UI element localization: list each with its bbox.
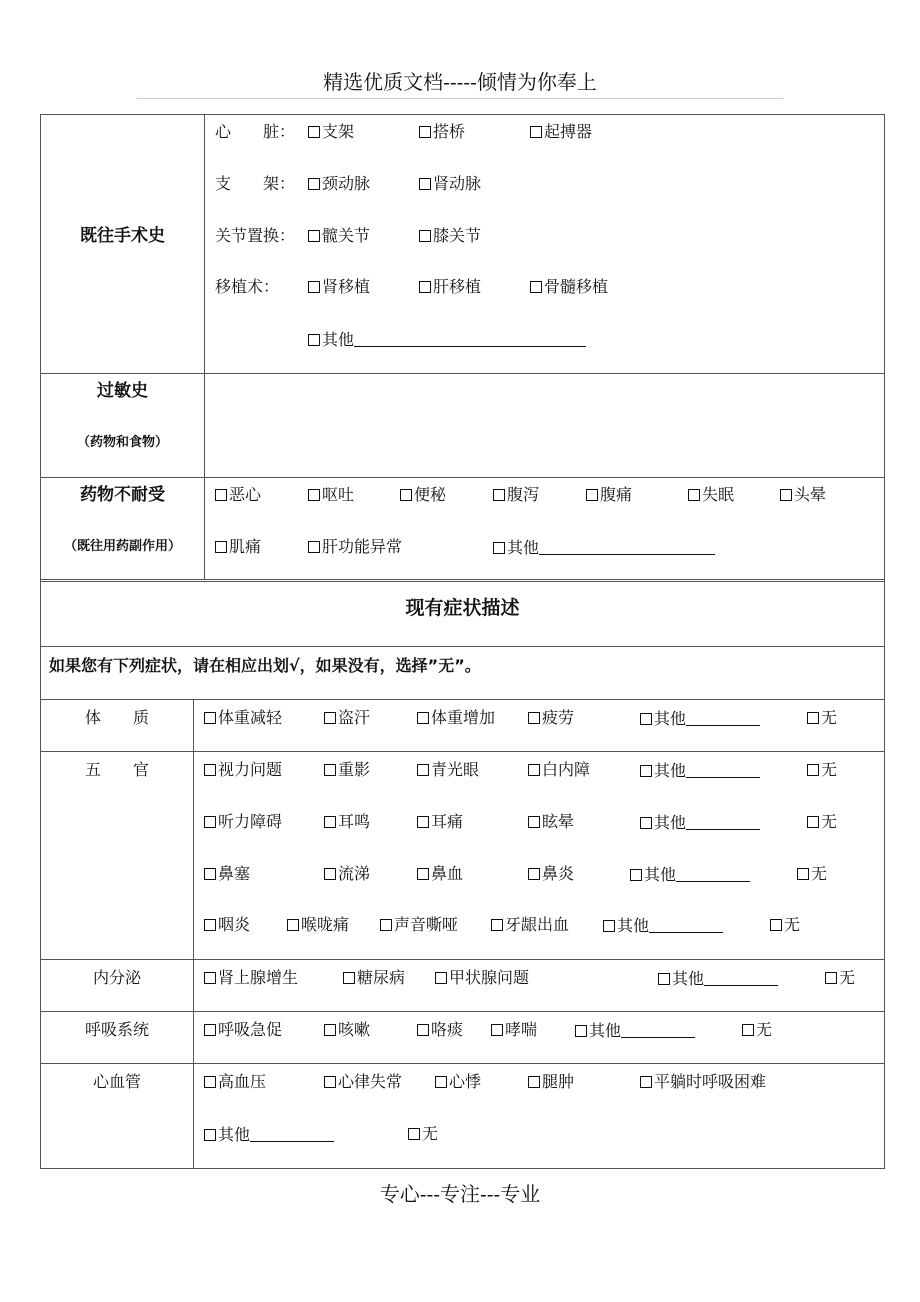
checkbox[interactable] [417,712,429,724]
option-marrow-transplant[interactable] [530,279,608,295]
option-cardio-none[interactable] [408,1126,438,1142]
header-rule [137,98,783,99]
other-fill-line[interactable] [704,970,778,986]
checkbox[interactable] [324,712,336,724]
checkbox[interactable] [308,489,320,501]
option-label: 颈动脉 [322,174,371,193]
checkbox[interactable] [400,489,412,501]
checkbox[interactable] [204,1076,216,1088]
intolerance-label: 药物不耐受 [80,485,165,505]
row-divider [40,373,885,374]
option-label: 甲状腺问题 [449,968,530,987]
option-eye-none[interactable] [807,762,837,778]
option-label: 其他 [589,1021,622,1040]
option-constitution-none[interactable] [807,710,837,726]
option-label: 鼻塞 [218,864,251,883]
checkbox[interactable] [528,1076,540,1088]
other-fill-line[interactable] [649,917,723,933]
option-nose-none[interactable] [797,866,827,882]
checkbox[interactable] [308,334,320,346]
checkbox[interactable] [528,764,540,776]
option-label: 呼吸急促 [218,1020,283,1039]
option-endocrine-other[interactable] [658,970,778,987]
option-rhinitis[interactable] [528,866,574,882]
checkbox[interactable] [530,281,542,293]
checkbox[interactable] [770,919,782,931]
option-cardio-other[interactable] [204,1126,334,1143]
option-palpitation[interactable] [435,1074,481,1090]
option-label: 髋关节 [322,226,371,245]
checkbox[interactable] [343,972,355,984]
option-cough[interactable] [324,1022,370,1038]
row-divider [40,646,885,647]
checkbox[interactable] [658,973,670,985]
checkbox[interactable] [807,816,819,828]
option-insomnia[interactable] [688,487,734,503]
checkbox[interactable] [630,869,642,881]
checkbox[interactable] [215,541,227,553]
stent-label: 支 架： [215,174,296,193]
option-label: 其他 [654,813,687,832]
column-divider [204,114,205,580]
column-divider [193,699,194,1169]
row-divider [40,477,885,478]
intolerance-sublabel: （既往用药副作用） [63,539,181,554]
page-footer: 专心---专注---专业 [379,1182,541,1206]
option-weight-gain[interactable] [417,710,495,726]
option-constipation[interactable] [400,487,446,503]
option-label: 高血压 [218,1072,267,1091]
checkbox[interactable] [528,816,540,828]
checkbox[interactable] [435,1076,447,1088]
option-surgery-other[interactable] [308,331,586,348]
row-divider [40,959,885,960]
option-sore-throat[interactable] [287,917,349,933]
option-label: 听力障碍 [218,812,283,831]
option-nasal-congestion[interactable] [204,866,250,882]
option-diarrhea[interactable] [493,487,539,503]
option-label: 膝关节 [433,226,482,245]
option-diabetes[interactable] [343,970,405,986]
checkbox[interactable] [204,764,216,776]
option-constitution-other[interactable] [640,710,760,727]
option-sputum[interactable] [417,1022,463,1038]
checkbox[interactable] [603,920,615,932]
checkbox[interactable] [640,1076,652,1088]
checkbox[interactable] [640,713,652,725]
option-vomit[interactable] [308,487,354,503]
respiratory-label: 呼吸系统 [84,1020,149,1039]
page-header: 精选优质文档-----倾情为你奉上 [323,70,597,94]
checkbox[interactable] [435,972,447,984]
row-divider [40,1011,885,1012]
checkbox[interactable] [215,489,227,501]
option-throat-other[interactable] [603,917,723,934]
option-label: 无 [839,968,856,987]
other-fill-line[interactable] [676,866,750,882]
checkbox[interactable] [204,919,216,931]
option-label: 起搏器 [544,122,593,141]
checkbox[interactable] [204,1129,216,1141]
option-label: 其他 [507,538,540,557]
option-respiratory-other[interactable] [575,1022,695,1039]
option-pacemaker[interactable] [530,124,592,140]
checkbox[interactable] [780,489,792,501]
option-gum-bleeding[interactable] [491,917,569,933]
checkbox[interactable] [308,281,320,293]
option-label: 咽炎 [218,915,251,934]
option-label: 咯痰 [431,1020,464,1039]
option-label: 疲劳 [542,708,575,727]
option-label: 无 [821,708,838,727]
cardio-label: 心血管 [92,1072,141,1091]
option-nose-other[interactable] [630,866,750,883]
option-glaucoma[interactable] [417,762,479,778]
option-label: 糖尿病 [357,968,406,987]
checkbox[interactable] [204,868,216,880]
row-divider [40,699,885,700]
checkbox[interactable] [324,816,336,828]
option-label: 平躺时呼吸困难 [654,1072,767,1091]
constitution-label: 体 质 [84,708,149,727]
allergy-input-area[interactable] [206,375,884,476]
option-label: 腿肿 [542,1072,575,1091]
option-label: 无 [821,760,838,779]
option-orthopnea[interactable] [640,1074,766,1090]
option-label: 其他 [654,761,687,780]
checkbox[interactable] [380,919,392,931]
option-asthma[interactable] [491,1022,537,1038]
option-myalgia[interactable] [215,539,261,555]
option-double-vision[interactable] [324,762,370,778]
checkbox[interactable] [530,126,542,138]
option-ear-other[interactable] [640,814,760,831]
checkbox[interactable] [324,868,336,880]
checkbox[interactable] [528,712,540,724]
option-label: 耳鸣 [338,812,371,831]
option-nausea[interactable] [215,487,261,503]
option-label: 失眠 [702,485,735,504]
option-label: 支架 [322,122,355,141]
option-hypertension[interactable] [204,1074,266,1090]
option-dizziness[interactable] [780,487,826,503]
option-label: 其他 [322,330,355,349]
transplant-label: 移植术： [215,277,280,296]
option-label: 其他 [672,969,705,988]
option-stent[interactable] [308,124,354,140]
option-label: 肾上腺增生 [218,968,299,987]
row-divider [40,1063,885,1064]
checkbox[interactable] [204,712,216,724]
option-pharyngitis[interactable] [204,917,250,933]
symptoms-instruction: 如果您有下列症状，请在相应出划√，如果没有，选择”无”。 [49,656,481,675]
senses-label: 五 官 [84,760,149,779]
option-throat-none[interactable] [770,917,800,933]
option-eye-other[interactable] [640,762,760,779]
allergy-label: 过敏史 [97,381,148,401]
option-label: 体重减轻 [218,708,283,727]
endocrine-label: 内分泌 [92,968,141,987]
other-fill-line[interactable] [686,762,760,778]
checkbox[interactable] [417,816,429,828]
option-vision[interactable] [204,762,282,778]
checkbox[interactable] [417,764,429,776]
checkbox[interactable] [493,542,505,554]
option-label: 肌痛 [229,537,262,556]
option-night-sweat[interactable] [324,710,370,726]
checkbox[interactable] [204,972,216,984]
option-respiratory-none[interactable] [742,1022,772,1038]
option-kidney-transplant[interactable] [308,279,370,295]
checkbox[interactable] [528,868,540,880]
option-label: 咳嗽 [338,1020,371,1039]
checkbox[interactable] [308,126,320,138]
option-label: 头晕 [794,485,827,504]
checkbox[interactable] [408,1128,420,1140]
row-divider [40,751,885,752]
option-label: 流涕 [338,864,371,883]
checkbox[interactable] [825,972,837,984]
option-bypass[interactable] [419,124,465,140]
option-label: 肝功能异常 [322,537,403,556]
option-arrhythmia[interactable] [324,1074,402,1090]
option-abdominal-pain[interactable] [586,487,632,503]
option-label: 搭桥 [433,122,466,141]
checkbox[interactable] [324,1024,336,1036]
option-label: 青光眼 [431,760,480,779]
option-ear-pain[interactable] [417,814,463,830]
option-label: 其他 [218,1125,251,1144]
joint-label: 关节置换： [215,226,296,245]
option-label: 眩晕 [542,812,575,831]
option-label: 牙龈出血 [505,915,570,934]
checkbox[interactable] [491,1024,503,1036]
option-tinnitus[interactable] [324,814,370,830]
option-weight-loss[interactable] [204,710,282,726]
option-label: 重影 [338,760,371,779]
checkbox[interactable] [308,230,320,242]
option-label: 声音嘶哑 [394,915,459,934]
checkbox[interactable] [491,919,503,931]
checkbox[interactable] [586,489,598,501]
other-fill-line[interactable] [250,1126,334,1142]
option-runny-nose[interactable] [324,866,370,882]
symptoms-title: 现有症状描述 [405,597,520,619]
option-vertigo[interactable] [528,814,574,830]
checkbox[interactable] [417,868,429,880]
option-fatigue[interactable] [528,710,574,726]
option-cataract[interactable] [528,762,590,778]
option-label: 腹痛 [600,485,633,504]
option-label: 白内障 [542,760,591,779]
option-leg-swelling[interactable] [528,1074,574,1090]
checkbox[interactable] [797,868,809,880]
option-hoarseness[interactable] [380,917,458,933]
checkbox[interactable] [204,1024,216,1036]
other-fill-line[interactable] [354,331,586,347]
option-hip[interactable] [308,228,370,244]
option-thyroid[interactable] [435,970,529,986]
option-label: 鼻炎 [542,864,575,883]
option-label: 其他 [644,865,677,884]
option-intolerance-other[interactable] [493,539,715,556]
other-fill-line[interactable] [686,710,760,726]
checkbox[interactable] [204,816,216,828]
option-label: 无 [756,1020,773,1039]
option-label: 肾移植 [322,277,371,296]
option-liver-transplant[interactable] [419,279,481,295]
checkbox[interactable] [807,712,819,724]
checkbox[interactable] [308,178,320,190]
checkbox[interactable] [807,764,819,776]
checkbox[interactable] [287,919,299,931]
option-ear-none[interactable] [807,814,837,830]
checkbox[interactable] [419,230,431,242]
other-fill-line[interactable] [686,814,760,830]
option-nosebleed[interactable] [417,866,463,882]
checkbox[interactable] [417,1024,429,1036]
checkbox[interactable] [575,1025,587,1037]
option-label: 无 [811,864,828,883]
option-label: 耳痛 [431,812,464,831]
surgery-history-label: 既往手术史 [80,226,165,246]
option-hearing[interactable] [204,814,282,830]
option-liver-abnormal[interactable] [308,539,402,555]
checkbox[interactable] [640,817,652,829]
checkbox[interactable] [640,765,652,777]
option-label: 心律失常 [338,1072,403,1091]
section-divider [40,579,885,582]
checkbox[interactable] [688,489,700,501]
option-label: 体重增加 [431,708,496,727]
checkbox[interactable] [324,764,336,776]
checkbox[interactable] [419,178,431,190]
option-label: 便秘 [414,485,447,504]
option-adrenal[interactable] [204,970,298,986]
option-label: 心悸 [449,1072,482,1091]
allergy-sublabel: （药物和食物） [76,435,168,450]
option-label: 哮喘 [505,1020,538,1039]
option-label: 喉咙痛 [301,915,350,934]
checkbox[interactable] [493,489,505,501]
checkbox[interactable] [308,541,320,553]
other-fill-line[interactable] [621,1022,695,1038]
option-carotid[interactable] [308,176,370,192]
option-label: 无 [422,1124,439,1143]
option-label: 呕吐 [322,485,355,504]
option-label: 无 [821,812,838,831]
checkbox[interactable] [742,1024,754,1036]
option-label: 肝移植 [433,277,482,296]
option-label: 视力问题 [218,760,283,779]
option-label: 其他 [654,709,687,728]
option-renal-artery[interactable] [419,176,481,192]
other-fill-line[interactable] [539,539,715,555]
option-label: 骨髓移植 [544,277,609,296]
option-label: 无 [784,915,801,934]
checkbox[interactable] [324,1076,336,1088]
option-knee[interactable] [419,228,481,244]
option-label: 恶心 [229,485,262,504]
checkbox[interactable] [419,281,431,293]
option-label: 腹泻 [507,485,540,504]
option-label: 其他 [617,916,650,935]
option-label: 鼻血 [431,864,464,883]
checkbox[interactable] [419,126,431,138]
option-label: 肾动脉 [433,174,482,193]
option-label: 盗汗 [338,708,371,727]
option-endocrine-none[interactable] [825,970,855,986]
option-shortness-breath[interactable] [204,1022,282,1038]
heart-label: 心 脏： [215,122,296,141]
